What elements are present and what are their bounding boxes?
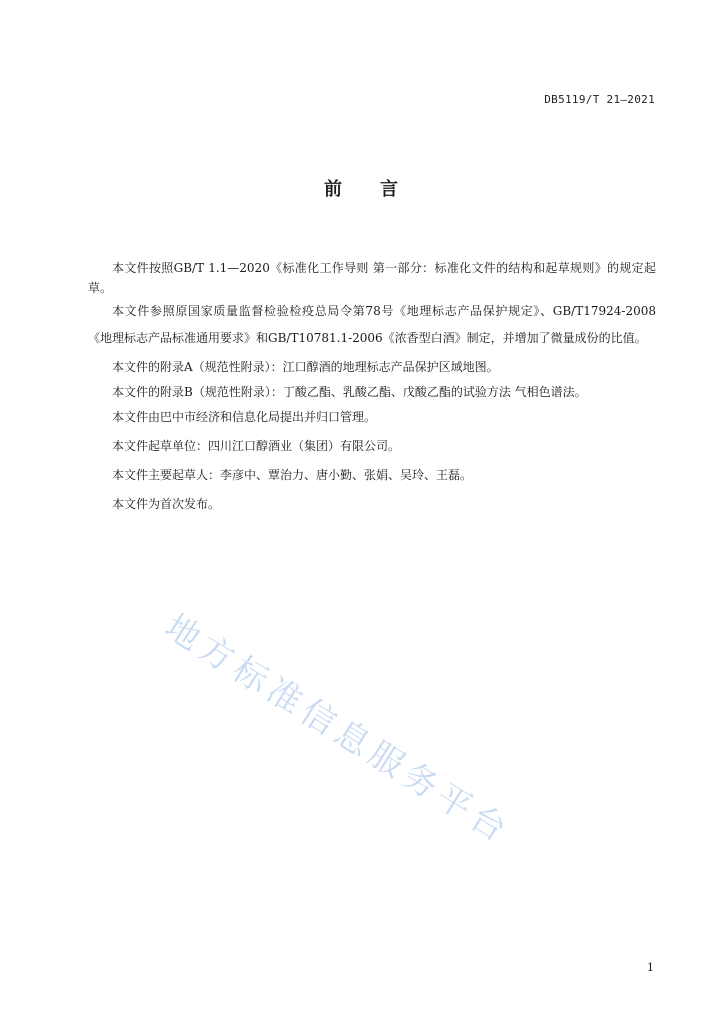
paragraph-references: 本文件参照原国家质量监督检验检疫总局令第78号《地理标志产品保护规定》、GB/T17924-2008《地理标志产品标准通用要求》和GB/T10781.1-2006《浓香型白酒》制定，并增加了微量成份的比值。	[88, 304, 656, 345]
paragraph-drafting-unit: 本文件起草单位：四川江口醇酒业（集团）有限公司。	[112, 439, 401, 453]
page-number: 1	[647, 961, 654, 974]
paragraph-first-release: 本文件为首次发布。	[112, 497, 221, 511]
paragraph-proposer: 本文件由巴中市经济和信息化局提出并归口管理。	[112, 410, 377, 424]
document-code: DB5119/T 21—2021	[544, 93, 655, 106]
paragraph-appendix-a: 本文件的附录A（规范性附录）：江口醇酒的地理标志产品保护区域地图。	[112, 360, 499, 374]
paragraph-drafters: 本文件主要起草人：李彦中、覃治力、唐小勤、张娟、吴玲、王磊。	[112, 468, 473, 482]
title-part-2: 言	[380, 179, 400, 200]
paragraph-drafting-rules: 本文件按照GB/T 1.1—2020《标准化工作导则 第一部分：标准化文件的结构和起草规则》的规定起草。	[88, 261, 656, 295]
title-part-1: 前	[324, 179, 344, 200]
paragraph-appendix-b: 本文件的附录B（规范性附录）：丁酸乙酯、乳酸乙酯、戊酸乙酯的试验方法 气相色谱法。	[112, 385, 587, 399]
foreword-body	[88, 258, 656, 514]
page-title	[0, 175, 724, 201]
watermark: 地方标准信息服务平台	[157, 606, 518, 853]
